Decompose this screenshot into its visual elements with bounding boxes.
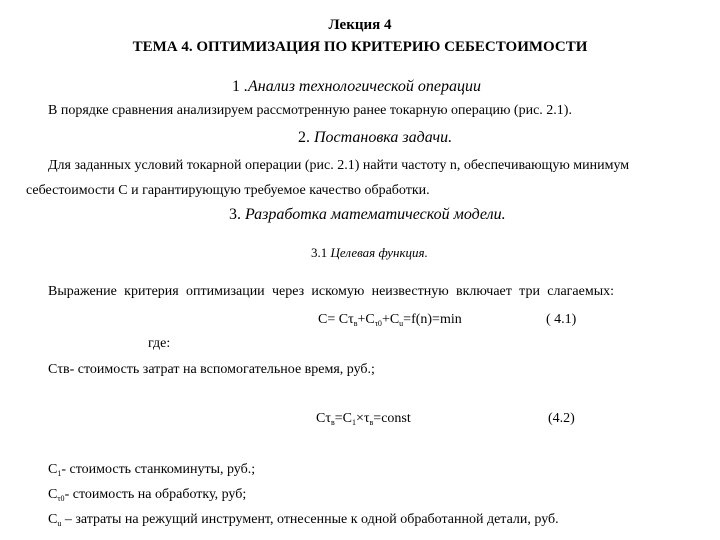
- section1-number: 1: [232, 78, 240, 95]
- section2-number: 2.: [298, 129, 310, 146]
- subsection-title: Целевая функция.: [330, 245, 428, 260]
- lecture-title: Лекция 4: [328, 17, 392, 33]
- equation-4-1: $C= C\tau_в+C_{\tau 0}+C_u=f(n)=\min$: [318, 312, 462, 328]
- definition-c1: $C_1-$ стоимость станкоминуты, руб.;: [48, 462, 256, 478]
- section1-text: В порядке сравнения анализируем рассмотренную ранее токарную операцию (рис. 2.1).: [48, 103, 572, 118]
- definition-cu: $C_u$ – затраты на режущий инструмент, отнесенные к одной обработанной детали, руб.: [48, 512, 559, 528]
- section3-title: Разработка математической модели.: [245, 206, 506, 223]
- where-label: где:: [148, 336, 171, 351]
- section2-heading: [298, 129, 452, 147]
- section1-title: .Анализ технологической операции: [244, 78, 482, 95]
- section2-text-line2: себестоимости С и гарантирующую требуемое качество обработки.: [26, 183, 430, 198]
- subsection-heading: [311, 246, 428, 261]
- definition-c-tau0: $C_{\tau 0}-$ стоимость на обработку, руб;: [48, 487, 247, 503]
- equation-4-2-number: (4.2): [548, 411, 575, 426]
- section2-title: Постановка задачи.: [314, 129, 453, 146]
- subsection-number: 3.1: [311, 245, 328, 260]
- criterion-intro: Выражение критерия оптимизации через искомую неизвестную включает три слагаемых:: [48, 284, 614, 299]
- equation-4-1-number: ( 4.1): [546, 312, 577, 327]
- equation-4-2: $C\tau_в=C_1\times\tau_в=const$: [316, 411, 411, 427]
- section1-heading: [232, 78, 481, 96]
- topic-title: ТЕМА 4. ОПТИМИЗАЦИЯ ПО КРИТЕРИЮ СЕБЕСТОИМОСТИ: [132, 39, 588, 55]
- section3-heading: [229, 206, 506, 224]
- definition-c-tau-v: Cτв- стоимость затрат на вспомогательное время, руб.;: [48, 362, 375, 377]
- section3-number: 3.: [229, 206, 241, 223]
- section2-text-line1: Для заданных условий токарной операции (рис. 2.1) найти частоту n, обеспечивающую минимум: [48, 158, 630, 173]
